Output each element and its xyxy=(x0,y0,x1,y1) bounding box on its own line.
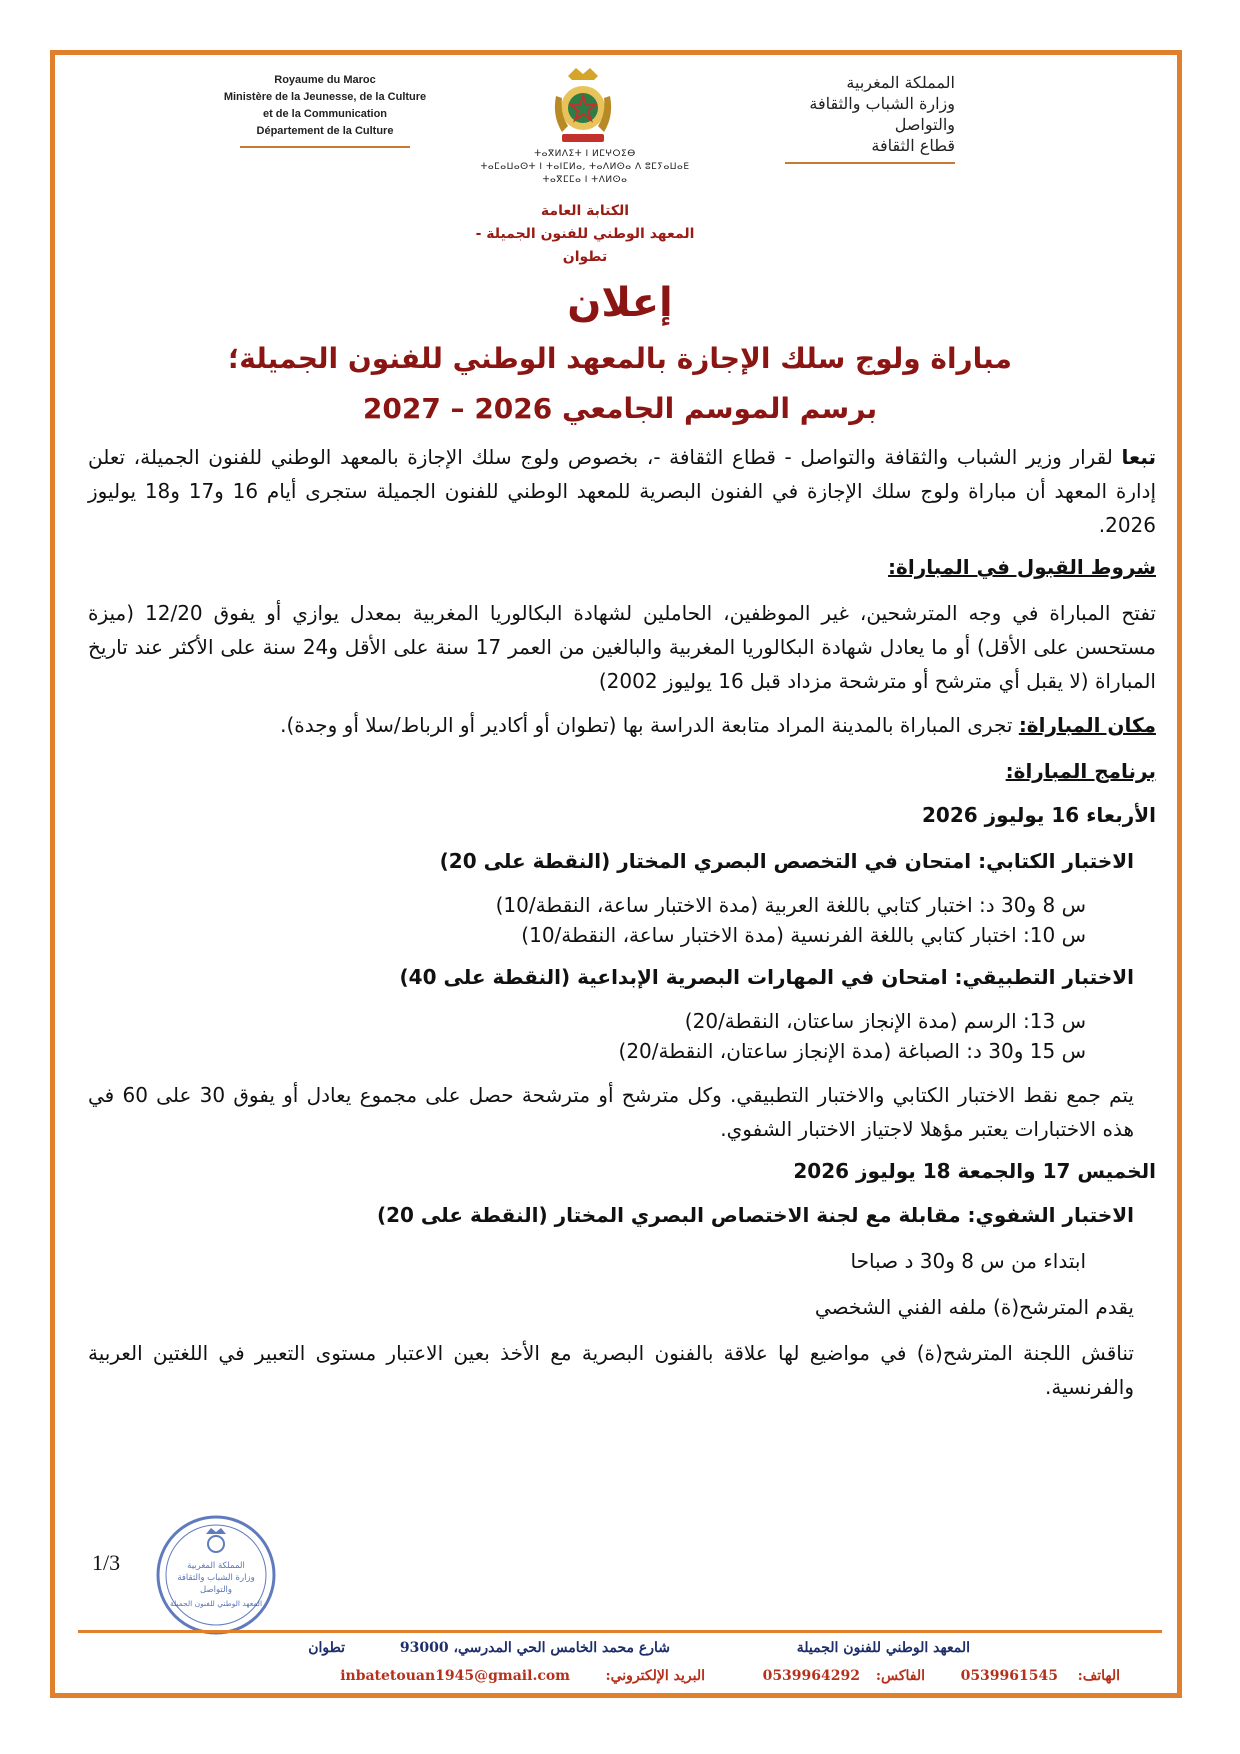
footer-fax: 0539964292 xyxy=(762,1668,860,1684)
footer-address-row xyxy=(90,1640,1160,1664)
page-number: 1/3 xyxy=(92,1550,121,1575)
letterhead-rule xyxy=(785,162,955,164)
ar-line: قطاع الثقافة xyxy=(871,136,955,155)
footer-email-label: البريد الإلكتروني: xyxy=(605,1668,705,1684)
practical-item: س 13: الرسم (مدة الإنجاز ساعتان، النقطة/20) xyxy=(684,1009,1086,1033)
footer-institute: المعهد الوطني للفنون الجميلة xyxy=(796,1640,970,1656)
tifinagh-line: ⵜⴰⴳⵍⴷⵉⵜ ⵏ ⵍⵎⵖⵔⵉⴱ xyxy=(534,149,636,159)
written-exam-heading: الاختبار الكتابي: امتحان في التخصص البصري المختار (النقطة على 20) xyxy=(439,849,1134,873)
fr-line: Département de la Culture xyxy=(256,125,394,137)
ar-line: المملكة المغربية xyxy=(846,73,955,92)
written-item: س 8 و30 د: اختبار كتابي باللغة العربية (مدة الاختبار ساعة، النقطة/10) xyxy=(495,893,1086,917)
document-subtitle: مباراة ولوج سلك الإجازة بالمعهد الوطني للفنون الجميلة؛ xyxy=(228,342,1012,375)
conditions-text: تفتح المباراة في وجه المترشحين، غير الموظفين، الحاملين لشهادة البكالوريا المغربية بمعدل يوازي أو يفوق 12/20 (ميزة مستحسن على الأقل) أو ما يعادل شهادة البكالوريا المغربية والبالغين من العمر 17 سنة على الأقل و24 سنة على الأكثر عند تاريخ المباراة (لا يقبل أي مترشح أو مترشحة مزداد قبل 16 يوليوز 2002) xyxy=(88,601,1157,693)
ar-line: والتواصل xyxy=(894,115,955,134)
practical-item: س 15 و30 د: الصباغة (مدة الإنجاز ساعتان، النقطة/20) xyxy=(618,1039,1086,1063)
aggregate-paragraph: يتم جمع نقط الاختبار الكتابي والاختبار التطبيقي. وكل مترشح أو مترشحة حصل على مجموع يعادل أو يفوق 30 على 60 في هذه الاختبارات يعتبر مؤهلا لاجتياز الاختبار الشفوي. xyxy=(88,1083,1134,1141)
intro-text: لقرار وزير الشباب والثقافة والتواصل - قطاع الثقافة -، بخصوص ولوج سلك الإجازة بالمعهد الوطني للفنون الجميلة، تعلن إدارة المعهد أن مباراة ولوج سلك الإجازة في الفنون البصرية للمعهد الوطني للفنون الجميلة ستجرى أيام 16 و17 و18 يوليوز 2026. xyxy=(88,445,1157,537)
institute-name: المعهد الوطني للفنون الجميلة - تطوان xyxy=(475,226,695,265)
tifinagh-line: ⵜⴰⴳⵎⵎⴰ ⵏ ⵜⴷⵍⵙⴰ xyxy=(542,175,628,185)
tifinagh-line: ⵜⴰⵎⴰⵡⴰⵙⵜ ⵏ ⵜⴰⵏⵎⵍⴰ, ⵜⴰⴷⵍⵙⴰ ⴷ ⵓⵎⵢⴰⵡⴰⴹ xyxy=(480,162,690,172)
stamp-line: وزارة الشباب والثقافة xyxy=(177,1573,255,1583)
venue-text: تجرى المباراة بالمدينة المراد متابعة الدراسة بها (تطوان أو أكادير أو الرباط/سلا أو وجدة). xyxy=(280,713,1019,737)
venue-heading: مكان المباراة: xyxy=(1018,713,1156,737)
ar-line: وزارة الشباب والثقافة xyxy=(809,94,955,113)
document-title: إعلان xyxy=(567,280,673,326)
footer-city: تطوان xyxy=(308,1640,345,1656)
day2-heading: الخميس 17 والجمعة 18 يوليوز 2026 xyxy=(793,1159,1156,1183)
footer-contact-row xyxy=(90,1668,1160,1692)
intro-lead: تبعا xyxy=(1121,445,1156,469)
institute-label xyxy=(455,200,715,269)
program-heading: برنامج المباراة: xyxy=(1005,759,1156,783)
footer-phone-label: الهاتف: xyxy=(1077,1668,1120,1684)
footer-fax-label: الفاكس: xyxy=(875,1668,925,1684)
general-secretariat: الكتابة العامة xyxy=(540,203,630,219)
written-item: س 10: اختبار كتابي باللغة الفرنسية (مدة الاختبار ساعة، النقطة/10) xyxy=(521,923,1086,947)
oral-discussion: تناقش اللجنة المترشح(ة) في مواضيع لها علاقة بالفنون البصرية مع الأخذ بعين الاعتبار مستوى التعبير في اللغتين العربية والفرنسية. xyxy=(88,1341,1134,1399)
practical-exam-heading: الاختبار التطبيقي: امتحان في المهارات البصرية الإبداعية (النقطة على 40) xyxy=(399,965,1134,989)
official-stamp-icon xyxy=(153,1512,279,1638)
french-letterhead xyxy=(205,72,445,148)
fr-line: et de la Communication xyxy=(262,108,388,120)
letterhead-rule xyxy=(240,146,410,148)
announcement-body xyxy=(88,440,1156,1404)
venue-paragraph xyxy=(88,708,1156,742)
day1-heading: الأربعاء 16 يوليوز 2026 xyxy=(922,803,1156,827)
intro-paragraph xyxy=(88,440,1156,542)
academic-year: برسم الموسم الجامعي 2026 – 2027 xyxy=(362,392,878,425)
conditions-heading: شروط القبول في المباراة: xyxy=(888,555,1156,579)
coat-of-arms-icon xyxy=(548,66,618,150)
footer-email[interactable]: inbatetouan1945@gmail.com xyxy=(340,1668,570,1684)
footer-phone: 0539961545 xyxy=(960,1668,1058,1684)
oral-portfolio: يقدم المترشح(ة) ملفه الفني الشخصي xyxy=(814,1295,1134,1319)
fr-line: Royaume du Maroc xyxy=(274,74,376,86)
stamp-line: والتواصل xyxy=(199,1585,233,1595)
footer-divider xyxy=(78,1630,1162,1633)
oral-exam-heading: الاختبار الشفوي: مقابلة مع لجنة الاختصاص البصري المختار (النقطة على 20) xyxy=(376,1203,1134,1227)
fr-line: Ministère de la Jeunesse, de la Culture xyxy=(223,91,427,103)
footer-address: شارع محمد الخامس الحي المدرسي، 93000 xyxy=(399,1640,670,1656)
stamp-line: المعهد الوطني للفنون الجميلة xyxy=(169,1599,263,1608)
oral-start-time: ابتداء من س 8 و30 د صباحا xyxy=(850,1249,1086,1273)
stamp-line: المملكة المغربية xyxy=(187,1561,245,1571)
arabic-letterhead xyxy=(725,72,955,164)
tifinagh-letterhead xyxy=(455,148,715,187)
